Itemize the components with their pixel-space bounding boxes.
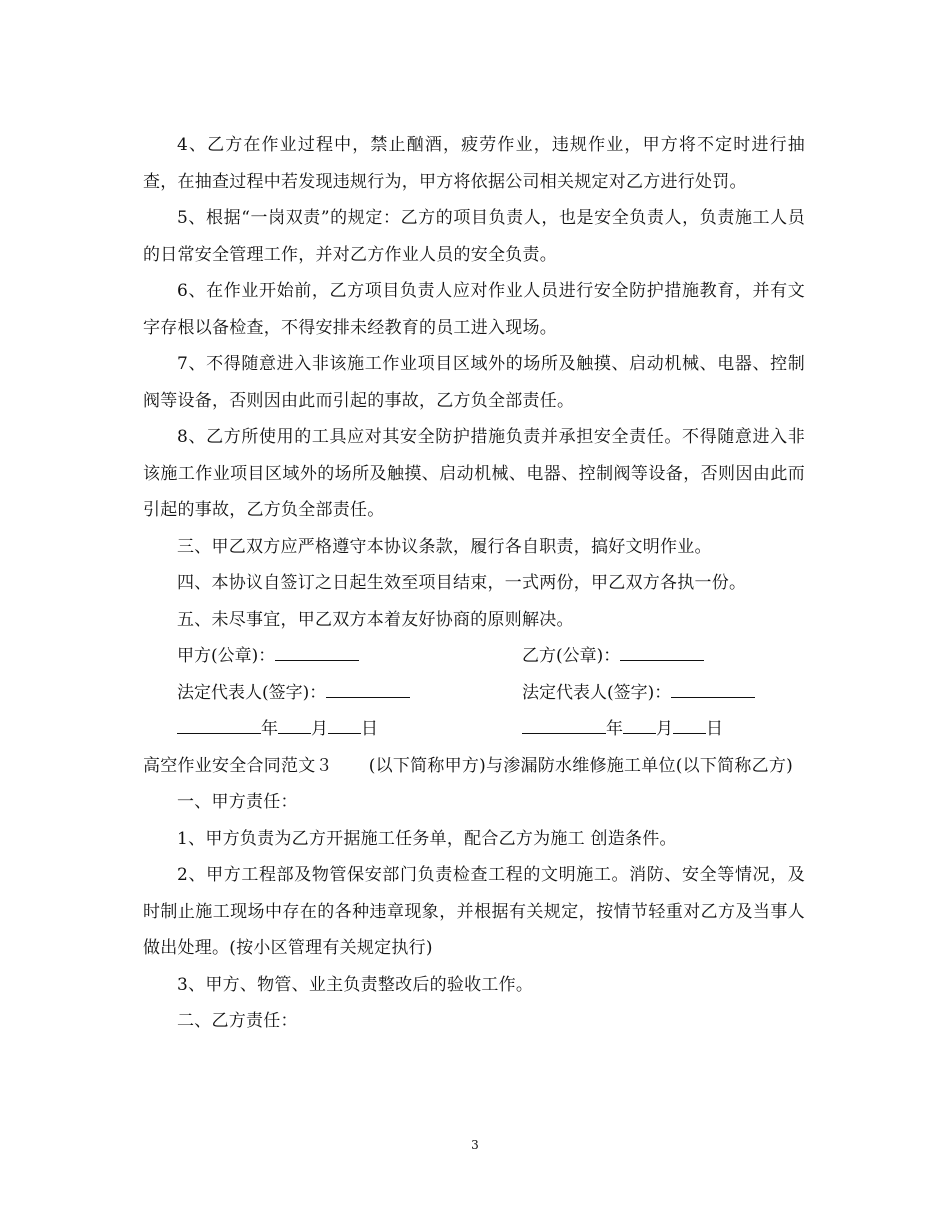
party-a-day-blank — [328, 711, 361, 734]
article-4: 四、本协议自签订之日起生效至项目结束，一式两份，甲乙双方各执一份。 — [177, 573, 747, 593]
page-number: 3 — [471, 1138, 479, 1152]
clause-6: 6、在作业开始前，乙方项目负责人应对作业人员进行安全防护措施教育，并有文字存根以备检查，不得安排未经教育的员工进入现场。 — [143, 281, 805, 338]
party-a-seal-blank — [275, 638, 359, 661]
party-b-date — [522, 711, 723, 748]
party-a-seal-label: 甲方(公章)： — [177, 646, 276, 666]
party-b-seal-label: 乙方(公章)： — [522, 646, 621, 666]
document-body — [143, 127, 805, 1040]
clause-5: 5、根据“一岗双责”的规定：乙方的项目负责人，也是安全负责人，负责施工人员的日常安全管理工作，并对乙方作业人员的安全负责。 — [143, 208, 805, 265]
party-b-month-label: 月 — [656, 719, 673, 739]
party-b-year-label: 年 — [606, 719, 623, 739]
party-b-rep-label: 法定代表人(签字)： — [522, 682, 672, 703]
contract-parties-intro: (以下简称甲方)与渗漏防水维修施工单位(以下简称乙方) — [368, 755, 794, 776]
signature-date-row — [143, 711, 805, 748]
party-a-month-label: 月 — [311, 719, 328, 739]
article-3: 三、甲乙双方应严格遵守本协议条款，履行各自职责，搞好文明作业。 — [177, 536, 712, 557]
clause-8: 8、乙方所使用的工具应对其安全防护措施负责并承担安全责任。不得随意进入非该施工作业项目区域外的场所及触摸、启动机械、电器、控制阀等设备，否则因由此而引起的事故，乙方负全部责任。 — [143, 427, 805, 520]
party-a-seal — [177, 638, 359, 675]
party-b-duties-heading: 二、乙方责任： — [177, 1011, 298, 1031]
party-b-rep-blank — [671, 675, 755, 698]
contract-title: 高空作业安全合同范文３ — [143, 755, 333, 776]
party-a-month-blank — [278, 711, 311, 734]
party-a-duties-heading: 一、甲方责任： — [177, 792, 298, 812]
party-a-date — [177, 711, 378, 748]
party-b-seal — [522, 638, 704, 675]
clause-4: 4、乙方在作业过程中，禁止酗酒，疲劳作业，违规作业，甲方将不定时进行抽查，在抽查过程中若发现违规行为，甲方将依据公司相关规定对乙方进行处罚。 — [143, 135, 805, 192]
party-a-rep-label: 法定代表人(签字)： — [177, 682, 327, 703]
contract-section-heading — [143, 748, 805, 785]
party-a-duty-1: 1、甲方负责为乙方开据施工任务单，配合乙方为施工 创造条件。 — [177, 828, 677, 849]
signature-rep-row — [143, 675, 805, 712]
party-a-day-label: 日 — [361, 719, 378, 739]
party-b-day-blank — [673, 711, 706, 734]
party-a-rep-blank — [326, 675, 410, 698]
party-a-rep — [177, 675, 410, 712]
party-a-year-label: 年 — [261, 719, 278, 739]
signature-seal-row — [143, 638, 805, 675]
party-b-month-blank — [623, 711, 656, 734]
article-5: 五、未尽事宜，甲乙双方本着友好协商的原则解决。 — [177, 609, 574, 630]
party-b-seal-blank — [620, 638, 704, 661]
party-b-day-label: 日 — [706, 719, 723, 739]
party-a-year-blank — [177, 711, 261, 734]
clause-7: 7、不得随意进入非该施工作业项目区域外的场所及触摸、启动机械、电器、控制阀等设备，否则因由此而引起的事故，乙方负全部责任。 — [143, 354, 805, 411]
party-a-duty-2: 2、甲方工程部及物管保安部门负责检查工程的文明施工。消防、安全等情况，及时制止施工现场中存在的各种违章现象，并根据有关规定，按情节轻重对乙方及当事人做出处理。(按小区管理有关规定执行) — [143, 865, 805, 958]
party-a-duty-3: 3、甲方、物管、业主负责整改后的验收工作。 — [177, 974, 534, 995]
party-b-rep — [522, 675, 755, 712]
party-b-year-blank — [522, 711, 606, 734]
